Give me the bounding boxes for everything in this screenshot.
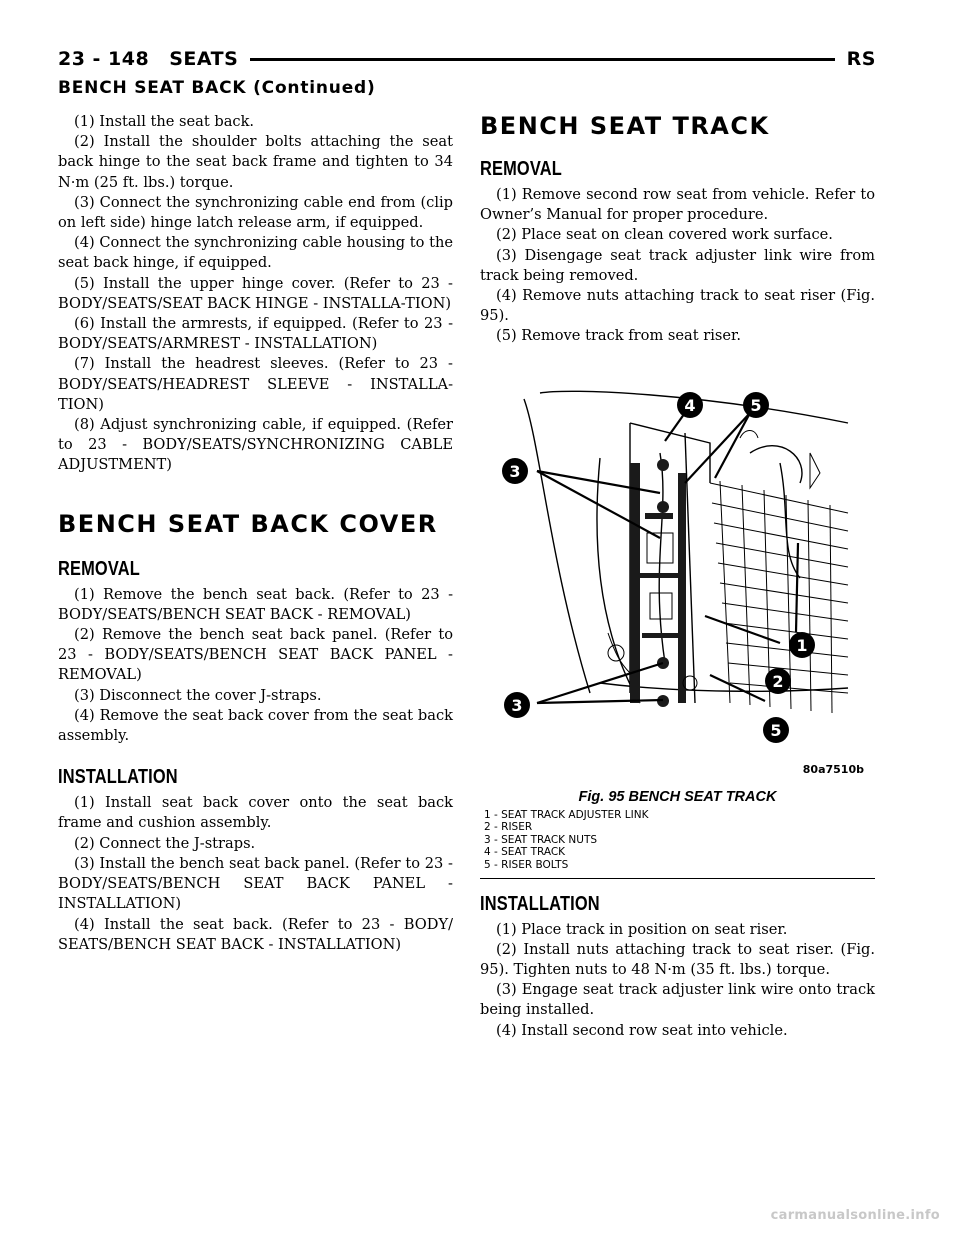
legend-item: 5 - RISER BOLTS — [484, 859, 569, 871]
step: (3) Install the bench seat back panel. (Refer to 23 - BODY/SEATS/BENCH SEAT BACK PANEL - INSTALLATION) — [58, 854, 453, 913]
step: (1) Remove the bench seat back. (Refer to 23 - BODY/SEATS/BENCH SEAT BACK - REMOVAL) — [58, 585, 453, 623]
step: (1) Remove second row seat from vehicle. Refer to Owner’s Manual for proper procedure. — [480, 186, 875, 224]
header-rule — [250, 58, 834, 61]
callout-2-marker — [765, 668, 791, 694]
step: (6) Install the armrests, if equipped. (Refer to 23 - BODY/SEATS/ARMREST - INSTALLATION) — [58, 315, 453, 353]
callout-5: 5 — [750, 395, 762, 415]
step: (3) Disconnect the cover J-straps. — [74, 686, 322, 704]
step: (4) Install the seat back. (Refer to 23 - BODY/ SEATS/BENCH SEAT BACK - INSTALLATION) — [58, 915, 453, 953]
section-name: SEATS — [169, 48, 239, 70]
step: (3) Disengage seat track adjuster link wire from track being removed. — [480, 246, 875, 284]
step: (4) Install second row seat into vehicle. — [496, 1021, 788, 1039]
model-code: RS — [846, 48, 876, 70]
legend-item: 1 - SEAT TRACK ADJUSTER LINK — [484, 808, 649, 821]
callout-1-marker — [789, 632, 815, 658]
right-column — [480, 112, 875, 1041]
step: (2) Remove the bench seat back panel. (Refer to 23 - BODY/SEATS/BENCH SEAT BACK PANEL - REMOVAL) — [58, 626, 453, 684]
step: (1) Install seat back cover onto the seat back frame and cushion assembly. — [58, 794, 453, 832]
legend-item: 3 - SEAT TRACK NUTS — [484, 833, 598, 846]
watermark: carmanualsonline.info — [770, 1208, 940, 1223]
callout-1: 1 — [796, 635, 808, 655]
step: (1) Install the seat back. — [74, 113, 255, 130]
step: (5) Install the upper hinge cover. (Refer to 23 - BODY/SEATS/SEAT BACK HINGE - INSTALLA-TION) — [58, 274, 453, 312]
left-column — [58, 112, 453, 955]
legend-item: 4 - SEAT TRACK — [484, 846, 566, 859]
subsection-installation: INSTALLATION — [58, 766, 178, 789]
legend-divider — [480, 878, 875, 879]
callout-3b: 3 — [511, 695, 523, 715]
callout-5b: 5 — [770, 720, 782, 740]
callout-2: 2 — [772, 671, 784, 691]
callout-5-marker — [743, 392, 769, 418]
step: (4) Remove the seat back cover from the seat back assembly. — [58, 706, 453, 745]
page-header — [58, 44, 876, 74]
step: (1) Place track in position on seat riser. — [496, 920, 788, 938]
section-title-seat-track: BENCH SEAT TRACK — [480, 112, 770, 140]
step: (2) Install the shoulder bolts attaching the seat back hinge to the seat back frame and tighten to 34 N·m (25 ft. lbs.) torque. — [58, 133, 453, 191]
seat-track-illustration — [480, 363, 875, 783]
subsection-removal: REMOVAL — [58, 557, 140, 580]
step: (4) Remove nuts attaching track to seat riser (Fig. 95). — [480, 287, 875, 325]
step: (4) Connect the synchronizing cable housing to the seat back hinge, if equipped. — [58, 234, 453, 272]
subsection-installation: INSTALLATION — [480, 892, 600, 915]
step: (8) Adjust synchronizing cable, if equipped. (Refer to 23 - BODY/SEATS/SYNCHRONIZING CABLE ADJUSTMENT) — [58, 416, 453, 474]
image-code: 80a7510b — [802, 762, 864, 776]
step: (2) Connect the J-straps. — [74, 834, 256, 852]
section-title-back-cover: BENCH SEAT BACK COVER — [58, 509, 438, 538]
step: (5) Remove track from seat riser. — [496, 327, 742, 345]
continued-title: BENCH SEAT BACK (Continued) — [58, 78, 376, 98]
step: (3) Engage seat track adjuster link wire onto track being installed. — [480, 981, 875, 1019]
figure-95 — [480, 363, 875, 783]
subsection-removal: REMOVAL — [480, 158, 562, 180]
step: (7) Install the headrest sleeves. (Refer to 23 - BODY/SEATS/HEADREST SLEEVE - INSTALLA-TION) — [58, 355, 453, 413]
callout-4-marker — [677, 392, 703, 418]
step: (2) Place seat on clean covered work surface. — [496, 226, 833, 244]
callout-3-marker — [502, 458, 528, 484]
step: (2) Install nuts attaching track to seat riser. (Fig. 95). Tighten nuts to 48 N·m (35 ft. lbs.) torque. — [480, 940, 875, 978]
figure-caption: Fig. 95 BENCH SEAT TRACK — [578, 788, 777, 805]
callout-3: 3 — [509, 461, 521, 481]
callout-3b-marker — [504, 692, 530, 718]
callout-5b-marker — [763, 717, 789, 743]
step: (3) Connect the synchronizing cable end from (clip on left side) hinge latch release arm, if equipped. — [58, 193, 453, 232]
callout-4: 4 — [684, 395, 696, 415]
page-number: 23 - 148 — [58, 48, 150, 70]
legend-item: 2 - RISER — [484, 821, 533, 834]
